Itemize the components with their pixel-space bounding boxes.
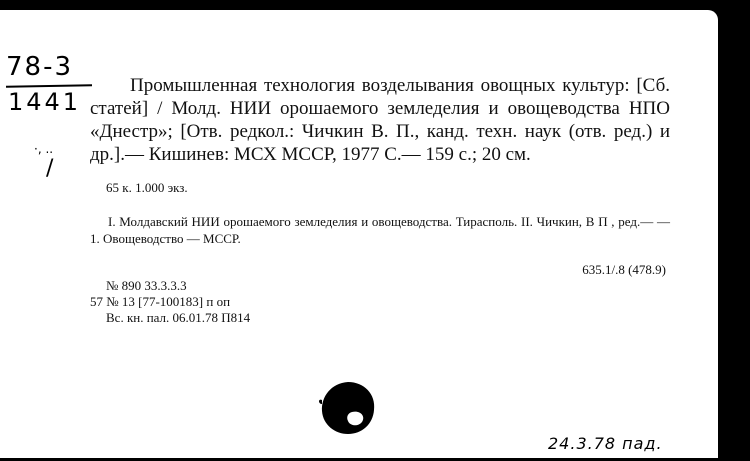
handwritten-code-bottom: 1441 [8,88,82,116]
tracings [90,213,670,247]
classification-number: 635.1/.8 (478.9) [582,262,666,277]
catalog-card [0,10,718,458]
handwritten-slash: / [46,156,54,181]
price-and-copies: 65 к. 1.000 экз. [106,180,188,195]
handwritten-marks: ·, .. [34,142,54,156]
footer-line-2: 57 № 13 [77-100183] п оп [90,294,231,309]
bibliographic-description [90,74,670,166]
footer-line-3: Вс. кн. пал. 06.01.78 П814 [106,310,251,325]
handwritten-date: 24.3.78 пад. [548,434,663,453]
handwritten-code-top: 78-3 [6,52,74,82]
card-footer [90,278,250,326]
main-entry-text: Промышленная технология возделывания овощных культур: [Сб. статей] / Молд. НИИ орошаемого земледелия и овощеводства НПО «Днестр»; [Отв. редкол.: Чичкин В. П., канд. техн. наук (отв. ред.) и др.].— Кишинев: МСХ МССР, 1977 С.— 159 с.; 20 см. [90,75,670,165]
footer-line-1: № 890 33.3.3.3 [106,278,187,293]
ink-blot-stamp [318,380,378,436]
tracings-text: I. Молдавский НИИ орошаемого земледелия и овощеводства. Тирасполь. II. Чичкин, В П , ред.— — 1. Овощеводство — МССР. [90,214,670,246]
